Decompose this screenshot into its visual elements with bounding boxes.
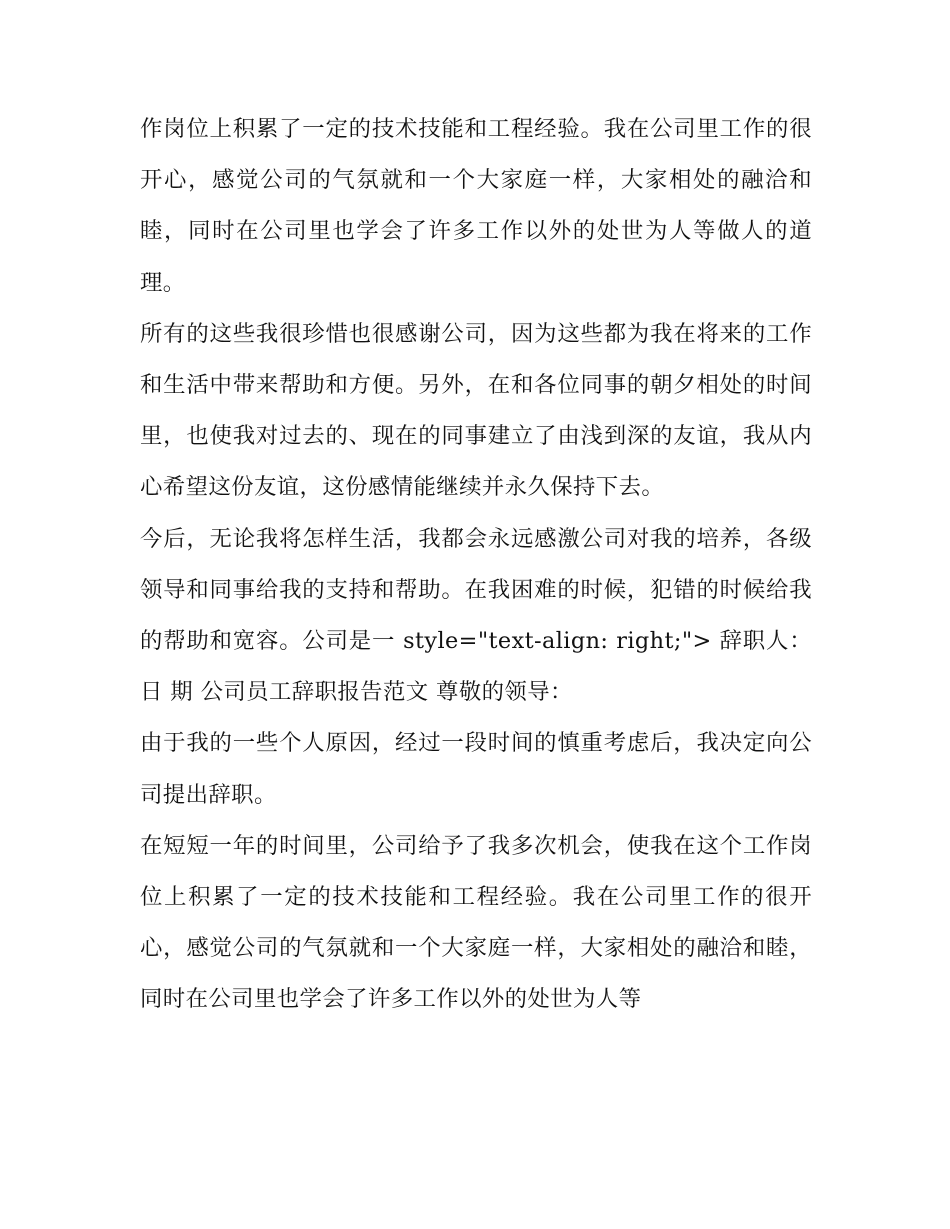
paragraph-5: 在短短一年的时间里，公司给予了我多次机会，使我在这个工作岗位上积累了一定的技术技能和工程经验。我在公司里工作的很开心，感觉公司的气氛就和一个大家庭一样，大家相处的融洽和睦，同时在公司里也学会了许多工作以外的处世为人等 — [140, 832, 812, 1013]
paragraph-3: 今后，无论我将怎样生活，我都会永远感激公司对我的培养，各级领导和同事给我的支持和帮助。在我困难的时候，犯错的时候给我的帮助和宽容。公司是一 style="text-align: right;"> 辞职人： 日 期 公司员工辞职报告范文 尊敬的领导： — [140, 525, 812, 706]
paragraph-1: 作岗位上积累了一定的技术技能和工程经验。我在公司里工作的很开心，感觉公司的气氛就和一个大家庭一样，大家相处的融洽和睦，同时在公司里也学会了许多工作以外的处世为人等做人的道理。 — [140, 116, 812, 296]
paragraph-2: 所有的这些我很珍惜也很感谢公司，因为这些都为我在将来的工作和生活中带来帮助和方便。另外，在和各位同事的朝夕相处的时间里，也使我对过去的、现在的同事建立了由浅到深的友谊，我从内心希望这份友谊，这份感情能继续并永久保持下去。 — [140, 320, 812, 501]
paragraph-4: 由于我的一些个人原因，经过一段时间的慎重考虑后，我决定向公司提出辞职。 — [140, 730, 812, 808]
document-body — [140, 104, 812, 1026]
